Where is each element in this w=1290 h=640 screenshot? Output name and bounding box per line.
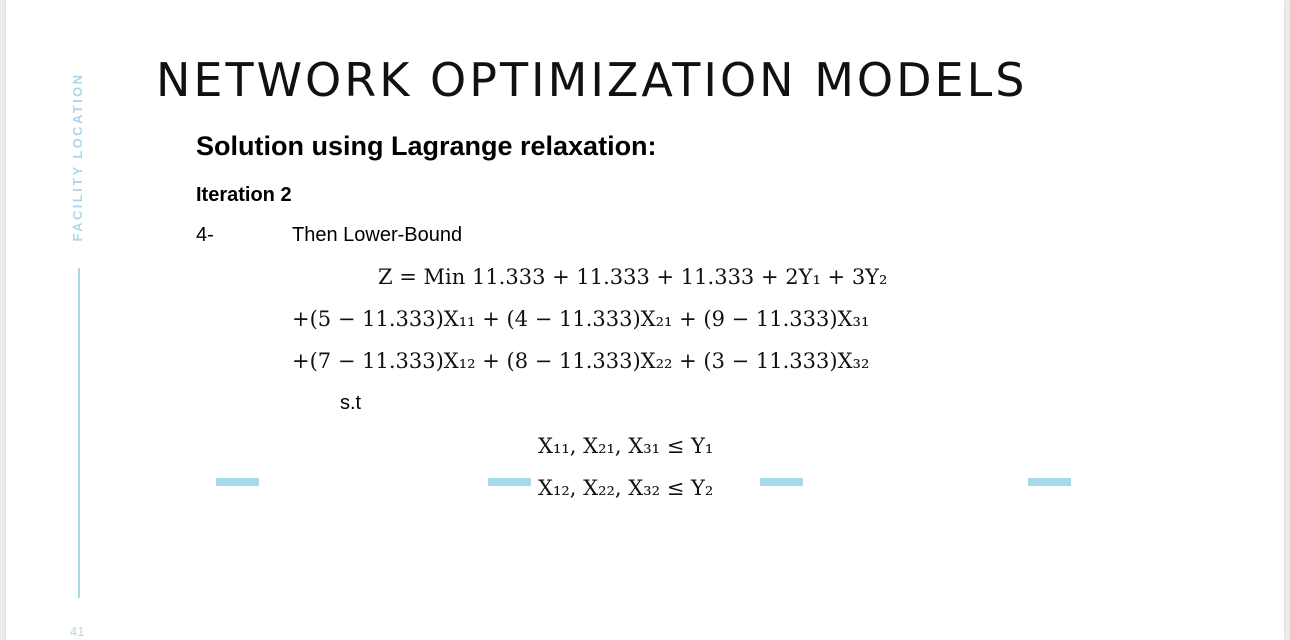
decorative-dash xyxy=(1028,478,1071,486)
page-number: 41 xyxy=(70,624,85,639)
sidebar-divider-line xyxy=(78,268,80,598)
decorative-dash xyxy=(216,478,259,486)
constraint-line-2: X₁₂, X₂₂, X₃₂ ≤ Y₂ xyxy=(538,476,714,500)
page-title: NETWORK OPTIMIZATION MODELS xyxy=(156,53,1028,107)
slide xyxy=(6,0,1284,640)
slide-subtitle: Solution using Lagrange relaxation: xyxy=(196,131,657,161)
constraint-line-1: X₁₁, X₂₁, X₃₁ ≤ Y₁ xyxy=(538,434,714,458)
section-label: FACILITY LOCATION xyxy=(70,72,85,242)
iteration-heading: Iteration 2 xyxy=(196,184,292,206)
subject-to-label: s.t xyxy=(340,392,362,414)
objective-line-3: +(7 − 11.333)X₁₂ + (8 − 11.333)X₂₂ + (3 − 11.333)X₃₂ xyxy=(292,349,870,373)
decorative-dash xyxy=(488,478,531,486)
step-number: 4- xyxy=(196,224,214,246)
decorative-dash xyxy=(760,478,803,486)
step-text: Then Lower-Bound xyxy=(292,224,463,246)
objective-line-2: +(5 − 11.333)X₁₁ + (4 − 11.333)X₂₁ + (9 − 11.333)X₃₁ xyxy=(292,307,870,331)
objective-line-1: Z = Min 11.333 + 11.333 + 11.333 + 2Y₁ + 3Y₂ xyxy=(378,265,888,289)
